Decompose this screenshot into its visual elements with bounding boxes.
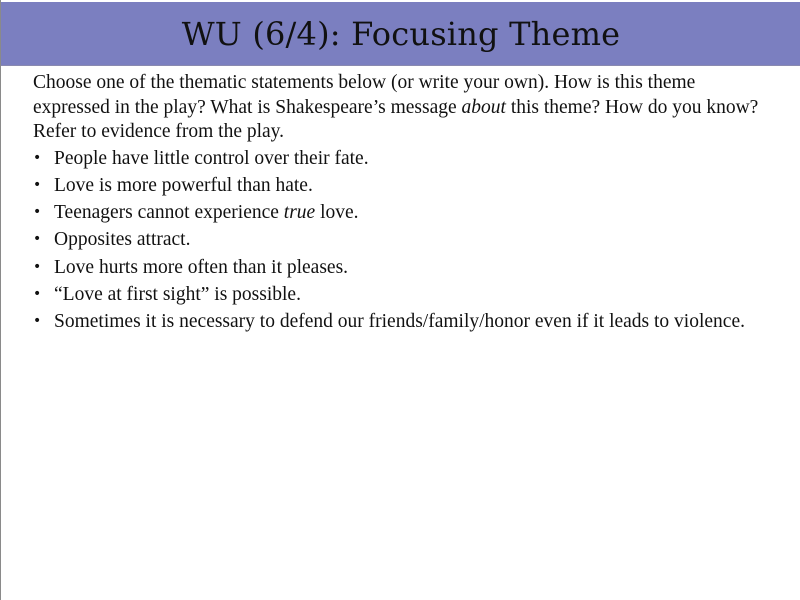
list-item-text-end: love. bbox=[315, 202, 359, 224]
list-item bbox=[33, 226, 773, 253]
list-item bbox=[33, 199, 773, 226]
bullet-icon: • bbox=[33, 176, 42, 193]
list-item bbox=[33, 281, 773, 308]
title-bar bbox=[1, 2, 800, 66]
bullet-icon: • bbox=[33, 204, 42, 221]
list-item-text-start: Teenagers cannot experience bbox=[54, 202, 284, 224]
bullet-icon: • bbox=[33, 258, 42, 275]
list-item-text: People have little control over their fate. bbox=[54, 147, 369, 169]
slide-body bbox=[33, 71, 773, 336]
prompt-text-end: this theme? How do you know? Refer to evidence from the play. bbox=[33, 96, 759, 142]
bullet-icon: • bbox=[33, 313, 42, 330]
list-item-text: “Love at first sight” is possible. bbox=[54, 283, 301, 305]
list-item bbox=[33, 308, 773, 335]
prompt-text-start: Choose one of the thematic statements below (or write your own). How is this theme expressed in the play? What is Shakespeare’s message bbox=[33, 72, 696, 118]
list-item-text: Sometimes it is necessary to defend our friends/family/honor even if it leads to violence. bbox=[54, 311, 745, 333]
bullet-icon: • bbox=[33, 285, 42, 302]
prompt-emphasis: about bbox=[461, 96, 506, 118]
theme-list bbox=[33, 145, 773, 336]
list-item-emphasis: true bbox=[283, 202, 316, 224]
list-item bbox=[33, 145, 773, 172]
prompt-text bbox=[33, 71, 773, 145]
bullet-icon: • bbox=[33, 149, 42, 166]
list-item-text: Opposites attract. bbox=[54, 229, 191, 251]
list-item-text: Love hurts more often than it pleases. bbox=[54, 256, 349, 278]
list-item-text: Love is more powerful than hate. bbox=[54, 174, 313, 196]
slide-title: WU (6/4): Focusing Theme bbox=[181, 15, 621, 53]
list-item bbox=[33, 172, 773, 199]
bullet-icon: • bbox=[33, 231, 42, 248]
list-item bbox=[33, 254, 773, 281]
